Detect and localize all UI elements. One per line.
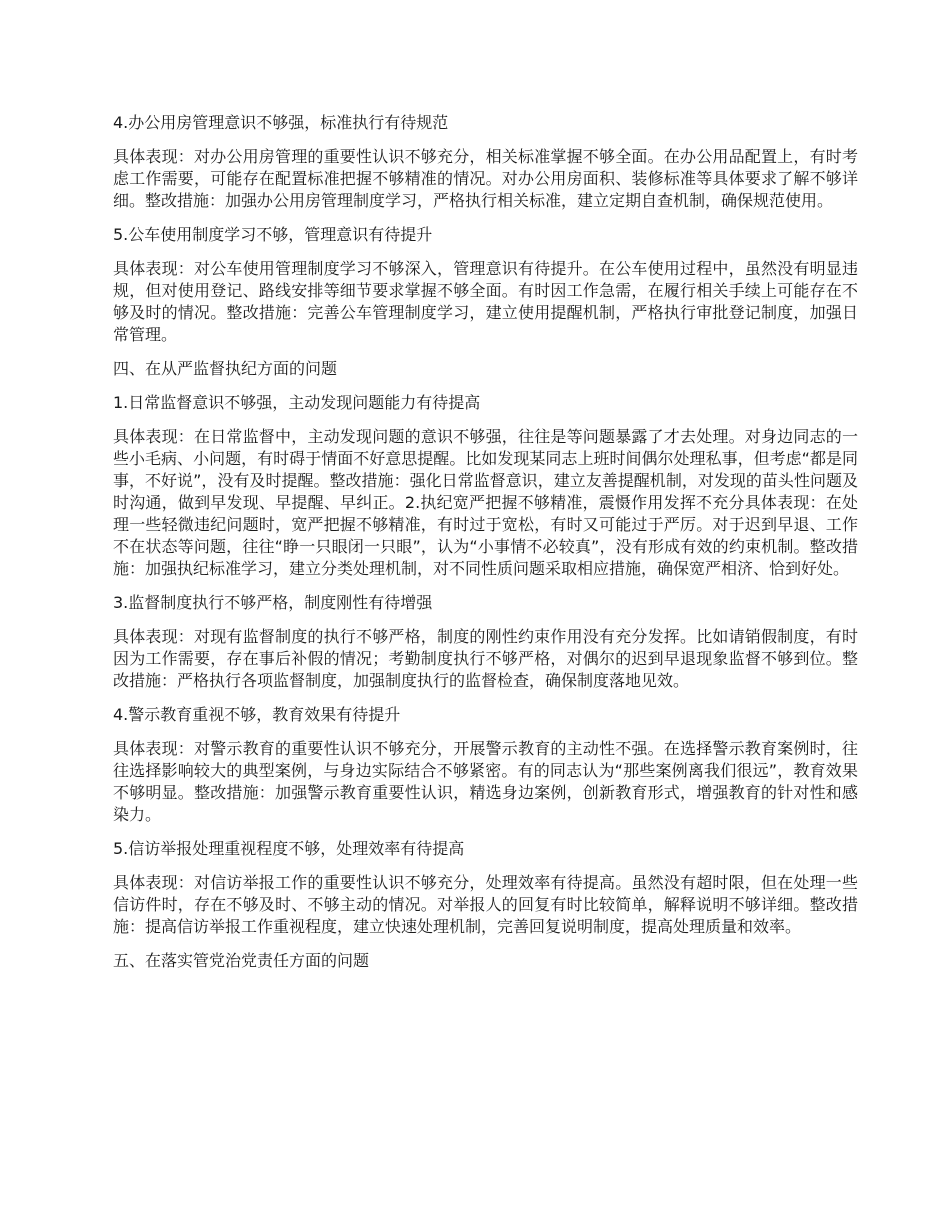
heading-warning-education: 4.警示教育重视不够，教育效果有待提升 [113, 705, 401, 724]
section-heading-party-governance: 五、在落实管党治党责任方面的问题 [113, 951, 370, 970]
document-page [113, 112, 858, 984]
heading-system-execution: 3.监督制度执行不够严格，制度刚性有待增强 [113, 593, 433, 612]
paragraph-office-space: 具体表现：对办公用房管理的重要性认识不够充分，相关标准掌握不够全面。在办公用品配置上，有时考虑工作需要，可能存在配置标准把握不够精准的情况。对办公用房面积、装修标准等具体要求了解不够详细。整改措施：加强办公用房管理制度学习，严格执行相关标准，建立定期自查机制，确保规范使用。 [113, 147, 858, 210]
paragraph-warning-education: 具体表现：对警示教育的重要性认识不够充分，开展警示教育的主动性不强。在选择警示教育案例时，往往选择影响较大的典型案例，与身边实际结合不够紧密。有的同志认为“那些案例离我们很远”，教育效果不够明显。整改措施：加强警示教育重要性认识，精选身边案例，创新教育形式，增强教育的针对性和感染力。 [113, 739, 858, 824]
heading-petition-handling: 5.信访举报处理重视程度不够，处理效率有待提高 [113, 839, 465, 858]
heading-official-vehicle: 5.公车使用制度学习不够，管理意识有待提升 [113, 225, 433, 244]
section-heading-supervision: 四、在从严监督执纪方面的问题 [113, 359, 338, 378]
paragraph-system-execution: 具体表现：对现有监督制度的执行不够严格，制度的刚性约束作用没有充分发挥。比如请销假制度，有时因为工作需要，存在事后补假的情况；考勤制度执行不够严格，对偶尔的迟到早退现象监督不够到位。整改措施：严格执行各项监督制度，加强制度执行的监督检查，确保制度落地见效。 [113, 627, 858, 690]
paragraph-official-vehicle: 具体表现：对公车使用管理制度学习不够深入，管理意识有待提升。在公车使用过程中，虽然没有明显违规，但对使用登记、路线安排等细节要求掌握不够全面。有时因工作急需，在履行相关手续上可能存在不够及时的情况。整改措施：完善公车管理制度学习，建立使用提醒机制，严格执行审批登记制度，加强日常管理。 [113, 259, 858, 344]
paragraph-petition-handling: 具体表现：对信访举报工作的重要性认识不够充分，处理效率有待提高。虽然没有超时限，但在处理一些信访件时，存在不够及时、不够主动的情况。对举报人的回复有时比较简单，解释说明不够详细。整改措施：提高信访举报工作重视程度，建立快速处理机制，完善回复说明制度，提高处理质量和效率。 [113, 873, 858, 936]
heading-daily-supervision: 1.日常监督意识不够强，主动发现问题能力有待提高 [113, 393, 481, 412]
heading-office-space: 4.办公用房管理意识不够强，标准执行有待规范 [113, 113, 449, 132]
paragraph-daily-supervision: 具体表现：在日常监督中，主动发现问题的意识不够强，往往是等问题暴露了才去处理。对身边同志的一些小毛病、小问题，有时碍于情面不好意思提醒。比如发现某同志上班时间偶尔处理私事，但考虑“都是同事，不好说”，没有及时提醒。整改措施：强化日常监督意识，建立友善提醒机制，对发现的苗头性问题及时沟通，做到早发现、早提醒、早纠正。2.执纪宽严把握不够精准，震慑作用发挥不充分具体表现：在处理一些轻微违纪问题时，宽严把握不够精准，有时过于宽松，有时又可能过于严厉。对于迟到早退、工作不在状态等问题，往往“睁一只眼闭一只眼”，认为“小事情不必较真”，没有形成有效的约束机制。整改措施：加强执纪标准学习，建立分类处理机制，对不同性质问题采取相应措施，确保宽严相济、恰到好处。 [113, 427, 858, 578]
